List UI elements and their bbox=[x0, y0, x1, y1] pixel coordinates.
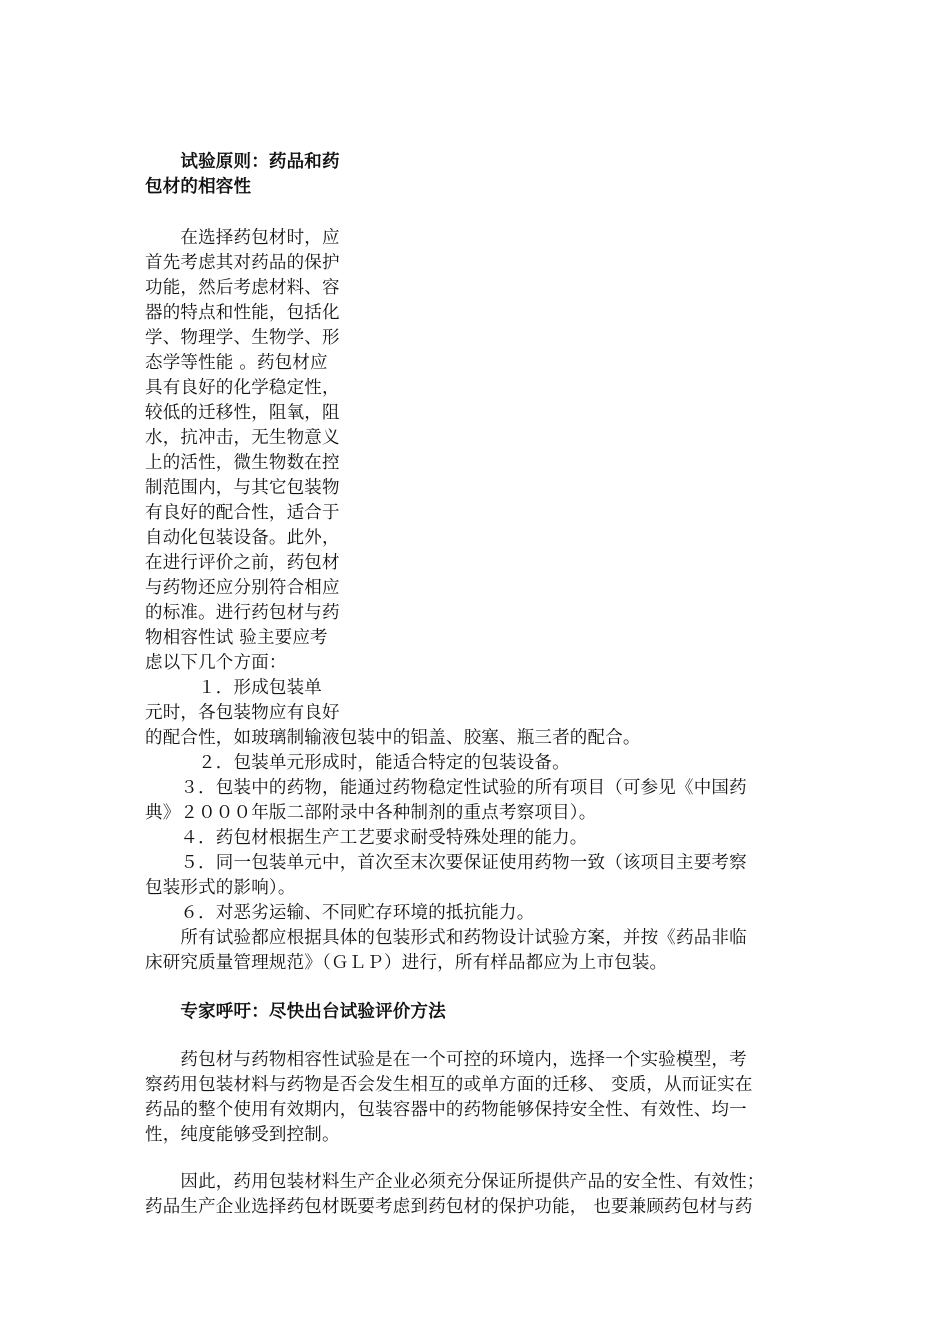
text-line: 制范围内，与其它包装物 bbox=[145, 478, 340, 498]
list-item-line: ４．药包材根据生产工艺要求耐受特殊处理的能力。 bbox=[145, 828, 588, 848]
text-line: 有良好的配合性，适合于 bbox=[145, 503, 340, 523]
list-item-line: ３．包装中的药物，能通过药物稳定性试验的所有项目（可参见《中国药 bbox=[145, 778, 747, 798]
text-line: 水，抗冲击，无生物意义 bbox=[145, 428, 340, 448]
text-line: 性，纯度能够受到控制。 bbox=[145, 1125, 340, 1145]
text-line: 察药用包装材料与药物是否会发生相互的或单方面的迁移、 变质，从而证实在 bbox=[145, 1075, 753, 1095]
text-line: 在选择药包材时，应 bbox=[145, 228, 340, 248]
text-line: 的标准。进行药包材与药 bbox=[145, 603, 340, 623]
text-line: 具有良好的化学稳定性， bbox=[145, 378, 340, 398]
text-line: 器的特点和性能，包括化 bbox=[145, 303, 340, 323]
text-line: 态学等性能 。药包材应 bbox=[145, 353, 328, 373]
text-line: 学、物理学、生物学、形 bbox=[145, 328, 340, 348]
list-item-line: 典》２０００年版二部附录中各种制剂的重点考察项目）。 bbox=[145, 803, 597, 823]
text-line: 在进行评价之前，药包材 bbox=[145, 553, 340, 573]
text-line: 首先考虑其对药品的保护 bbox=[145, 253, 340, 273]
list-item-line: ２．包装单元形成时，能适合特定的包装设备。 bbox=[145, 753, 570, 773]
list-item-line: ５．同一包装单元中，首次至末次要保证使用药物一致（该项目主要考察 bbox=[145, 853, 747, 873]
text-line: 床研究质量管理规范》（ＧＬＰ）进行，所有样品都应为上市包装。 bbox=[145, 953, 668, 973]
text-line: 与药物还应分别符合相应 bbox=[145, 578, 340, 598]
list-item-line: ６．对恶劣运输、不同贮存环境的抵抗能力。 bbox=[145, 903, 535, 923]
text-line: 自动化包装设备。此外， bbox=[145, 528, 340, 548]
text-line: 虑以下几个方面： bbox=[145, 653, 287, 673]
text-line: 功能，然后考虑材料、容 bbox=[145, 278, 340, 298]
text-line: 药品生产企业选择药包材既要考虑到药包材的保护功能， 也要兼顾药包材与药 bbox=[145, 1197, 753, 1217]
text-line: 药包材与药物相容性试验是在一个可控的环境内，选择一个实验模型，考 bbox=[145, 1050, 747, 1070]
list-item-line: 包装形式的影响）。 bbox=[145, 878, 296, 898]
list-item-line: １．形成包装单 bbox=[145, 678, 322, 698]
text-line: 药品的整个使用有效期内，包装容器中的药物能够保持安全性、有效性、均一 bbox=[145, 1100, 747, 1120]
list-item-line: 元时，各包装物应有良好 bbox=[145, 703, 340, 723]
text-line: 物相容性试 验主要应考 bbox=[145, 628, 328, 648]
text-line: 所有试验都应根据具体的包装形式和药物设计试验方案，并按《药品非临 bbox=[145, 928, 747, 948]
text-line: 上的活性，微生物数在控 bbox=[145, 453, 340, 473]
section-heading: 专家呼吁：尽快出台试验评价方法 bbox=[145, 1002, 446, 1022]
list-item-line: 的配合性，如玻璃制输液包装中的铝盖、胶塞、瓶三者的配合。 bbox=[145, 728, 641, 748]
text-line: 因此，药用包装材料生产企业必须充分保证所提供产品的安全性、有效性； bbox=[145, 1172, 765, 1192]
section-heading-line: 包材的相容性 bbox=[145, 177, 252, 197]
text-line: 较低的迁移性，阻氧，阻 bbox=[145, 403, 340, 423]
section-heading-line: 试验原则：药品和药 bbox=[145, 152, 340, 172]
